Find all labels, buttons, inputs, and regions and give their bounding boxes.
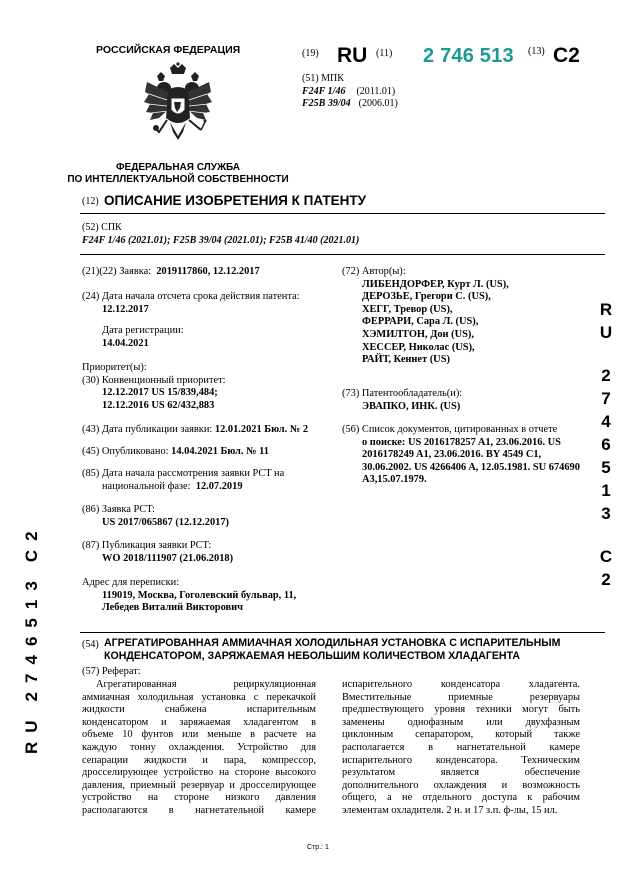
side-code-left-text bbox=[22, 522, 42, 754]
side-code-char: C bbox=[599, 547, 613, 566]
abstract-line: испарительного конденсатора. Техническим bbox=[342, 754, 580, 766]
code-13: (13) bbox=[528, 46, 545, 57]
pct-publication-block bbox=[82, 540, 233, 565]
term-start-label: (24) Дата начала отсчета срока действия патента: bbox=[82, 291, 300, 302]
divider bbox=[80, 254, 605, 255]
abstract-left-column bbox=[82, 679, 316, 818]
cited-documents-block bbox=[342, 424, 604, 487]
abstract-line: устройство на стороне низкого давления bbox=[82, 792, 316, 804]
pct-start-block bbox=[82, 468, 284, 493]
author-name: ДЕРОЗЬЕ, Грегори С. (US), bbox=[362, 291, 491, 303]
title-code: (54) bbox=[82, 639, 99, 650]
abstract-line: Агрегатированная рециркуляционная bbox=[96, 679, 316, 690]
abstract-line: результатом является обеспечение bbox=[342, 767, 580, 779]
kind-code: C2 bbox=[553, 44, 580, 67]
side-code-char: 3 bbox=[601, 504, 611, 523]
ipc-label: (51) МПК bbox=[302, 73, 344, 84]
side-code-char bbox=[596, 525, 616, 545]
abstract-line: каждую тонну охлаждения. Устройство для bbox=[82, 741, 316, 753]
app-pub-label: (43) Дата публикации заявки: bbox=[82, 424, 213, 435]
pct-app-label: (86) Заявка PCT: bbox=[82, 504, 155, 515]
pct-start-label: (85) Дата начала рассмотрения заявки PCT на bbox=[82, 468, 285, 479]
pct-pub-value: WO 2018/111907 (21.06.2018) bbox=[102, 552, 234, 564]
authors-label: (72) Автор(ы): bbox=[342, 266, 406, 277]
side-code-char: 1 bbox=[22, 590, 41, 610]
pct-application-block bbox=[82, 504, 229, 529]
app-pub-value: 12.01.2021 Бюл. № 2 bbox=[214, 424, 309, 435]
side-code-char: 6 bbox=[601, 435, 611, 454]
patent-number: 2 746 513 bbox=[423, 45, 514, 67]
side-code-char: 4 bbox=[601, 412, 611, 431]
pct-pub-label: (87) Публикация заявки PCT: bbox=[82, 540, 212, 551]
side-code-char: U bbox=[22, 711, 41, 733]
registration-block bbox=[102, 325, 184, 350]
published-label: (45) Опубликовано: bbox=[82, 446, 169, 457]
abstract-line: объеме 10 фунтов или меньше в расчете на bbox=[82, 729, 316, 741]
abstract-line: Вместительные приемные резервуары bbox=[342, 691, 580, 703]
side-code-char: U bbox=[599, 323, 613, 342]
ipc-class: F25B 39/04 bbox=[302, 98, 351, 109]
cpc-label: (52) СПК bbox=[82, 222, 122, 233]
cited-line: 30.06.2002. US 4266406 A, 12.05.1981. SU 674690 bbox=[362, 461, 580, 473]
abstract-label: (57) Реферат: bbox=[82, 666, 141, 677]
address-line-2: Лебедев Виталий Викторович bbox=[102, 602, 243, 614]
abstract-line: располагается в нагнетательной камере bbox=[342, 741, 580, 753]
office-line-1: ФЕДЕРАЛЬНАЯ СЛУЖБА bbox=[115, 162, 241, 173]
abstract-line: заменены однофазным или двухфазным bbox=[342, 716, 580, 728]
divider bbox=[80, 632, 605, 633]
abstract-line: конденсатором и заряжаемая хладагентом в bbox=[82, 716, 316, 728]
authors-block bbox=[342, 266, 606, 367]
ipc-version: (2006.01) bbox=[358, 98, 398, 109]
doc-type-title: ОПИСАНИЕ ИЗОБРЕТЕНИЯ К ПАТЕНТУ bbox=[104, 193, 367, 208]
side-code-char bbox=[596, 344, 616, 364]
published-row bbox=[82, 446, 269, 459]
ipc-row bbox=[302, 86, 395, 98]
pct-start-label2: национальной фазе: bbox=[102, 480, 191, 492]
side-code-char: R bbox=[22, 732, 41, 754]
cited-line: о поиске: US 2016178257 A1, 23.06.2016. US bbox=[362, 436, 561, 448]
app-publication-row bbox=[82, 424, 308, 437]
abstract-right-column bbox=[342, 679, 580, 818]
bibliographic-left-column bbox=[82, 266, 342, 279]
abstract-line: сепарации жидкости и пара, компрессор, bbox=[82, 754, 316, 766]
author-name: ХЕГГ, Тревор (US), bbox=[362, 303, 453, 315]
title-line-1: АГРЕГАТИРОВАННАЯ АММИАЧНАЯ ХОЛОДИЛЬНАЯ УСТАНОВКА С ИСПАРИТЕЛЬНЫМ bbox=[104, 637, 561, 649]
side-code-char: 5 bbox=[601, 458, 611, 477]
registration-label: Дата регистрации: bbox=[102, 325, 184, 336]
abstract-line: дополнительного охлаждения и возможность bbox=[342, 779, 580, 791]
side-code-char: 1 bbox=[601, 481, 611, 500]
abstract-line: жидкости снабжена испарительным bbox=[82, 704, 316, 716]
side-code-char: 6 bbox=[22, 627, 41, 647]
abstract-line: испарительного конденсатора хладагента. bbox=[342, 679, 580, 690]
term-start-block bbox=[82, 291, 346, 316]
divider bbox=[80, 213, 605, 214]
pct-app-value: US 2017/065867 (12.12.2017) bbox=[102, 516, 229, 528]
code-19: (19) bbox=[302, 48, 319, 59]
author-name: ХЕССЕР, Николас (US), bbox=[362, 341, 475, 353]
registration-value: 14.04.2021 bbox=[102, 337, 149, 349]
convention-label: (30) Конвенционный приоритет: bbox=[82, 374, 226, 386]
coat-of-arms-emblem bbox=[143, 62, 213, 154]
cpc-classes: F24F 1/46 (2021.01); F25B 39/04 (2021.01); F25B 41/40 (2021.01) bbox=[82, 235, 360, 246]
invention-title bbox=[104, 637, 604, 663]
author-name: РАЙТ, Кеннет (US) bbox=[362, 354, 450, 366]
side-code-char: 2 bbox=[22, 682, 41, 702]
priority-block bbox=[82, 362, 226, 412]
side-code-char: 2 bbox=[22, 522, 41, 541]
correspondence-address-block bbox=[82, 577, 296, 615]
office-line-2: ПО ИНТЕЛЛЕКТУАЛЬНОЙ СОБСТВЕННОСТИ bbox=[67, 174, 289, 185]
side-code-char: R bbox=[599, 300, 613, 319]
side-code-char: 5 bbox=[22, 609, 41, 628]
address-label: Адрес для переписки: bbox=[82, 577, 180, 588]
abstract-line: аммиачная холодильная установка с перекачкой bbox=[82, 691, 316, 703]
address-line-1: 119019, Москва, Гоголевский бульвар, 11, bbox=[102, 589, 297, 601]
abstract-line: циклонным сепаратором, который также bbox=[342, 729, 580, 741]
abstract-line: общего, а не отдельного доступа к рабочим bbox=[342, 792, 580, 804]
cited-label: (56) Список документов, цитированных в отчете bbox=[342, 424, 558, 435]
doc-type-code: (12) bbox=[82, 196, 99, 207]
published-value: 14.04.2021 Бюл. № 11 bbox=[171, 446, 269, 457]
application-row bbox=[82, 266, 342, 279]
abstract-line: давления, приемный резервуар и дросселирующее bbox=[82, 779, 316, 791]
owner-label: (73) Патентообладатель(и): bbox=[342, 388, 463, 399]
application-label: (21)(22) Заявка: bbox=[82, 266, 152, 277]
term-start-value: 12.12.2017 bbox=[102, 303, 149, 315]
owner-value: ЭВАПКО, ИНК. (US) bbox=[362, 400, 461, 412]
abstract-line: предшествующего уровня техники могут быть bbox=[342, 704, 580, 716]
side-code-char: 2 bbox=[601, 366, 611, 385]
ipc-class: F24F 1/46 bbox=[302, 86, 346, 97]
side-code-char: 2 bbox=[601, 570, 611, 589]
priority-label: Приоритет(ы): bbox=[82, 362, 147, 373]
author-name: ЛИБЕНДОРФЕР, Курт Л. (US), bbox=[362, 278, 509, 290]
side-code-char: 7 bbox=[22, 664, 41, 683]
author-name: ХЭМИЛТОН, Дон (US), bbox=[362, 328, 474, 340]
application-value: 2019117860, 12.12.2017 bbox=[156, 266, 260, 277]
author-name: ФЕРРАРИ, Сара Л. (US), bbox=[362, 316, 479, 328]
code-11: (11) bbox=[376, 48, 393, 59]
convention-priority-1: 12.12.2017 US 15/839,484; bbox=[102, 387, 218, 399]
ipc-version: (2011.01) bbox=[356, 86, 396, 97]
cited-line: 2016178249 A1, 23.06.2016. BY 4549 C1, bbox=[362, 449, 542, 461]
country-code: RU bbox=[337, 44, 368, 67]
cited-line: A3,15.07.1979. bbox=[362, 474, 427, 486]
patent-office-name bbox=[0, 162, 356, 186]
abstract-line: располагаются в нагнетательной камере bbox=[82, 804, 316, 816]
side-code-char: C bbox=[22, 540, 41, 563]
convention-priority-2: 12.12.2016 US 62/432,883 bbox=[102, 399, 215, 411]
page-number: Стр.: 1 bbox=[307, 844, 329, 851]
side-code-char: 3 bbox=[22, 572, 41, 591]
title-line-2: КОНДЕНСАТОРОМ, ЗАРЯЖАЕМАЯ НЕБОЛЬШИМ КОЛИЧЕСТВОМ ХЛАДАГЕНТА bbox=[104, 650, 521, 662]
ipc-row bbox=[302, 98, 398, 110]
pct-start-value: 12.07.2019 bbox=[195, 480, 243, 492]
side-code-char: 4 bbox=[22, 646, 41, 665]
side-code-right bbox=[596, 298, 616, 591]
patent-owner-block bbox=[342, 388, 462, 413]
abstract-line: элементам охладителя. 2 н. и 17 з.п. ф-лы, 15 ил. bbox=[342, 804, 558, 816]
abstract-line: дросселирующее устройство на стороне высокого bbox=[82, 767, 316, 779]
side-code-char: 7 bbox=[601, 389, 611, 408]
country-name: РОССИЙСКАЯ ФЕДЕРАЦИЯ bbox=[96, 44, 241, 56]
